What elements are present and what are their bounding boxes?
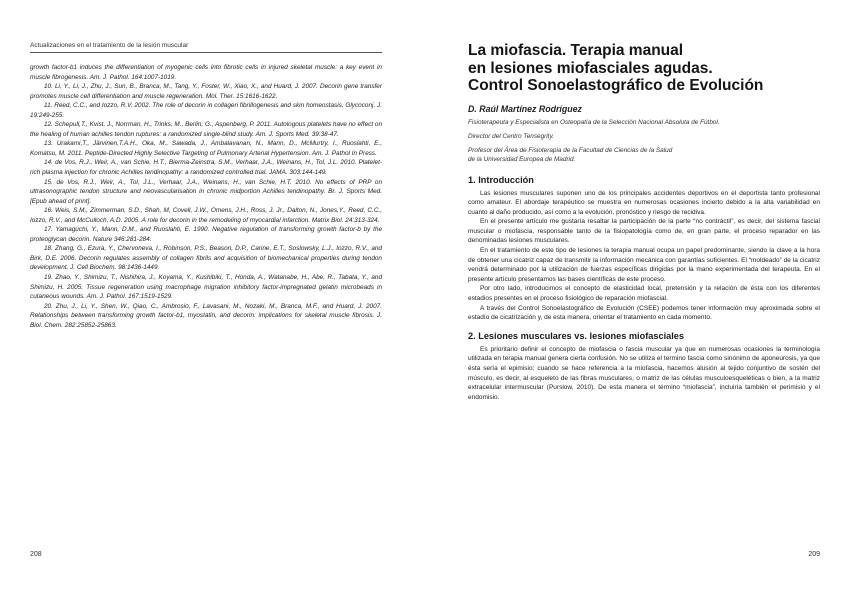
body-paragraph: Las lesiones musculares suponen uno de los principales accidentes deportivos en el deportista tanto profesional como amateur. El abordaje terapéutico se muestra en numerosas ocasiones incierto debido a la alta variabilidad en cuanto al daño producido, así como a la evolución, pronóstico y riesgo de recidiva. [468,189,820,216]
reference-item: 18. Zhang, G., Ezura, Y., Chervoneva, I., Robinson, P.S., Beason, D.P., Carine, E.T., Soslowsky, L.J., Iozzo, R.V., and Birk, D.E. 2006. Decorin regulates assembly of collagen fibrils and acquisition of biomechanical properties during tendon development. J. Cell Biochem. 98:1436-1449. [30,245,382,272]
body-paragraph: Es prioritario definir el concepto de miofascia o fascia muscular ya que en numerosas ocasiones la terminología utilizada en terapia manual genera cierta confusión. No se utiliza el termino fascia como sinónimo de aponeurosis, ya que ésta sería el epimisio; cuando se hace referencia a la miofascia, hacemos alusión al tejido conjuntivo de sostén del músculo, es decir, al esqueleto de las fibras musculares, o matriz de las células musculoesqueléticas o bien, a la matriz extracelular intermuscular (Purslow, 2010). De esta manera el término “miofascia”, incluiría también el perimisio y el endomisio. [468,345,820,401]
reference-item: 14. de Vos, R.J., Weir, A., van Schie, H.T., Bierma-Zeinstra, S.M., Verhaar, J.A., Weinans, H., Tol, J.L. 2010. Platelet-rich plasma injection for chronic Achilles tendinopathy: a randomized controlled trial. JAMA. 303:144-149. [30,159,382,177]
reference-item: 11. Reed, C.C., and Iozzo, R.V. 2002. The role of decorin in collagen fibrillogenesis and skin homeostasis. Glycoconj. J. 19:249-255. [30,102,382,119]
affiliation-line: Director del Centro Tensegrity. [468,132,554,140]
title-line: en lesiones miofasciales agudas. [468,59,713,77]
reference-item: growth factor-b1 induces the differentiation of myogenic cells into fibrotic cells in injured skeletal muscle: a key event in muscle fibrogenesis. Am. J. Pathol. 164:1007-1019. [30,64,382,81]
reference-item: 19. Zhao, Y., Shimizu, T., Nishihira, J., Koyama, Y., Kushibiki, T., Honda, A., Watanabe, H., Abe, R., Tabata, Y., and Shimizu, H. 2005. Tissue regeneration using macrophage migration inhibitory factor-impregnated gelatin microbeads in cutaneous wounds. Am. J. Pathol. 167:1519-1529. [30,274,382,301]
affiliation-line: Profesor del Área de Fisioterapia de la Facultad de Ciencias de la Salud [468,146,673,154]
page-number-right: 209 [808,551,820,558]
body-paragraph: En el tratamiento de este tipo de lesiones la terapia manual ocupa un papel predominante, siendo la clave a la hora de obtener una cicatriz capaz de transmitir la información mecánica con garantías suficientes. El “moldeado” de la cicatriz vendrá determinado por la utilización de fuerzas específicas dirigidas por la mano experimentada del terapeuta. En el presente artículo presentamos las bases científicas de este proceso. [468,247,820,283]
affiliation-line: de la Universidad Europea de Madrid. [468,155,576,163]
right-page [468,28,820,568]
title-line: Control Sonoelastográfico de Evolución [468,77,764,94]
reference-item: 10. Li, Y., Li, J., Zhu, J., Sun, B., Branca, M., Tang, Y., Foster, W., Xiao, X., and Huard, J. 2007. Decorin gene transfer promotes muscle cell differentiation and muscle regeneration. Mol. Ther. 15:1616-1622. [30,83,382,100]
body-paragraph: En el presente artículo me gustaría resaltar la participación de la parte “no contráctil”, es decir, del sistema fascial muscular o miofascia, responsable tanto de la fisiopatología como de, en gran parte, el proceso reparador en las denominadas lesiones musculares. [468,218,820,245]
page-number-left: 208 [30,551,42,558]
reference-item: 12. Schepull,T., Kvist, J., Norrman, H., Trinks, M., Berlin, G., Aspenberg, P. 2011. Autologous platelets have no effect on the healing of human achilles tendon ruptures: a randomized single-blind study. Am. J. Sports Med. 39:38-47. [30,121,382,138]
reference-item: 15. de Vos, R.J., Weir, A., Tol, J.L., Verhaar, J.A., Weinans, H., van Schie, H.T. 2010. No effects of PRP on ultrasonographic tendon structure and neovascularisation in chronic midportion Achilles tendinopathy. Br. J. Sports Med. [Epub ahead of print]. [30,178,382,205]
reference-item: 17. Yamaguchi, Y., Mann, D.M., and Ruoslahti, E. 1990. Negative regulation of transforming growth factor-b by the proteoglycan decorin. Nature 346:281-284. [30,226,382,243]
reference-item: 13. Urakami,T., Järvinen,T.A.H., Oka, M., Sawada, J., Ambalavanan, N., Mann, D., McMurtry, I., Ruoslahti, E., Komatsu, M. 2011. Peptide-Directed Highly Selective Targeting of Pulmonary Arterial Hypertension. Am. J. Pathol In Press. [30,140,382,157]
running-header: Actualizaciones en el tratamiento de la lesión muscular [30,42,382,53]
reference-item: 16. Weis, S.M., Zimmerman, S.D., Shah, M, Covell, J.W., Omens, J.H., Ross, J. Jr., Dalton, N., Jones,Y., Reed, C.C., Iozzo, R.V., and McCulloch, A.D. 2005. A role for decorin in the remodeling of myocardial infarction. Matrix Biol. 24:313-324. [30,207,382,224]
section-heading: 1. Introducción [468,174,534,185]
author-affiliations [468,118,820,164]
body-paragraph: Por otro lado, introducimos el concepto de elasticidad local, pretensión y la relación de ésta con los diferentes estadios presentes en el proceso fisiológico de reparación miofascial. [468,285,820,303]
reference-list [30,63,382,330]
title-line: La miofascia. Terapia manual [468,42,684,59]
left-page [30,28,394,568]
author-name: D. Raúl Martínez Rodríguez [468,103,582,114]
section-heading: 2. Lesiones musculares vs. lesiones miofasciales [468,330,685,341]
reference-item: 20. Zhu, J., Li, Y., Shen, W., Qiao, C., Ambrosio, F., Lavasani, M., Nozaki, M., Branca, M.F., and Huard, J. 2007. Relationships between transforming growth factor-b1, myostatin, and decorin: implications for skeletal muscle fibrosis. J. Biol. Chem. 282:25852-25863. [30,302,382,329]
body-paragraph: A través del Control Sonoelastográfico de Evolución (CSEE) podemos tener información muy aproximada sobre el estadío de cicatrización y, de esta manera, orientar el tratamiento en cada momento. [468,304,820,322]
article-title [468,42,820,95]
affiliation-line: Fisioterapeuta y Especialista en Osteopatía de la Selección Nacional Absoluta de Fútbol. [468,118,720,126]
